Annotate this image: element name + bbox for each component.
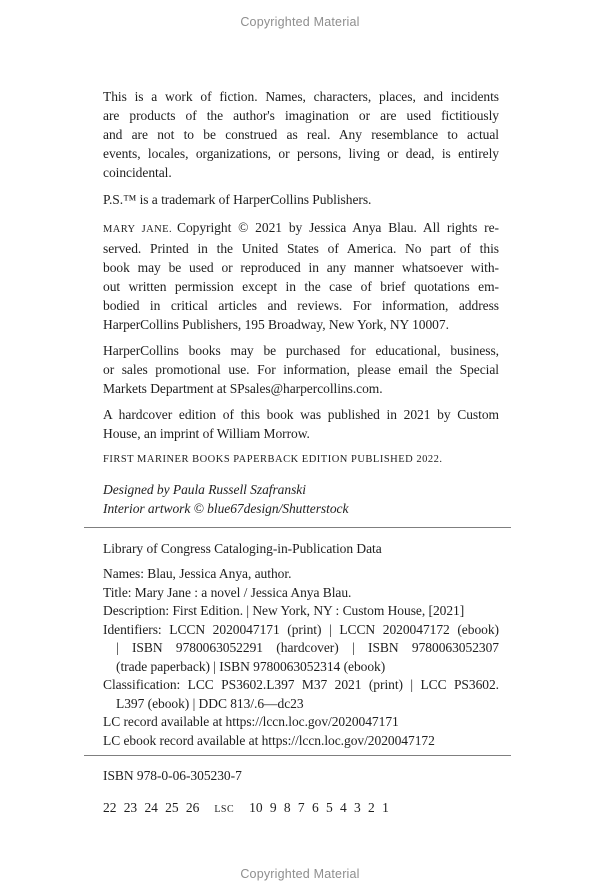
text-line: HarperCollins books may be purchased for educational, business, bbox=[103, 343, 499, 358]
text-line: FIRST MARINER BOOKS PAPERBACK EDITION PUBLISHED 2022. bbox=[103, 454, 443, 465]
cip-data-block bbox=[103, 565, 499, 750]
cip-line: | ISBN 9780063052291 (hardcover) | ISBN 9780063052307 bbox=[116, 640, 499, 655]
cip-line: L397 (ebook) | DDC 813/.6—dc23 bbox=[116, 695, 304, 711]
designer-credit: Designed by Paula Russell Szafranski bbox=[103, 482, 306, 497]
imprint-section bbox=[103, 87, 499, 518]
text-line: bodied in critical articles and reviews. For information, address bbox=[103, 298, 499, 313]
text-line: events, locales, organizations, or persons, living or dead, is entirely bbox=[103, 146, 499, 161]
text-line: House, an imprint of William Morrow. bbox=[103, 426, 310, 441]
artwork-credit: Interior artwork © blue67design/Shutterstock bbox=[103, 501, 349, 516]
text-line: HarperCollins Publishers, 195 Broadway, New York, NY 10007. bbox=[103, 317, 449, 332]
text-line: Markets Department at SPsales@harpercollins.com. bbox=[103, 381, 383, 396]
text-line: out written permission except in the case of brief quotations em- bbox=[103, 279, 499, 294]
text-line: served. Printed in the United States of America. No part of this bbox=[103, 241, 499, 256]
text-line bbox=[103, 218, 499, 239]
text-line: are products of the author's imagination or are used fictitiously bbox=[103, 108, 499, 123]
cip-line: Title: Mary Jane : a novel / Jessica Anya Blau. bbox=[103, 584, 352, 600]
fiction-disclaimer bbox=[103, 87, 499, 182]
hardcover-edition-note bbox=[103, 405, 499, 443]
divider-rule-lower bbox=[84, 755, 511, 756]
text-line: or sales promotional use. For information, please email the Special bbox=[103, 362, 499, 377]
text-line: book may be used or reproduced in any manner whatsoever with- bbox=[103, 260, 499, 275]
design-credits bbox=[103, 480, 499, 518]
text-line: and are not to be construed as real. Any resemblance to actual bbox=[103, 127, 499, 142]
print-run-numbers: 10 9 8 7 6 5 4 3 2 1 bbox=[249, 800, 389, 815]
isbn-section bbox=[103, 766, 499, 819]
text-line: A hardcover edition of this book was published in 2021 by Custom bbox=[103, 407, 499, 422]
book-title-smallcaps: MARY JANE. bbox=[103, 224, 172, 235]
cip-line: Identifiers: LCCN 2020047171 (print) | LCCN 2020047172 (ebook) bbox=[103, 621, 499, 637]
copyrighted-material-notice-bottom: Copyrighted Material bbox=[240, 867, 360, 881]
copyrighted-material-notice-top: Copyrighted Material bbox=[240, 15, 360, 29]
printer-key-line bbox=[103, 798, 499, 819]
isbn-line: ISBN 978-0-06-305230-7 bbox=[103, 768, 242, 783]
text-line: P.S.™ is a trademark of HarperCollins Publishers. bbox=[103, 192, 372, 207]
special-markets-info bbox=[103, 341, 499, 398]
cip-line: Description: First Edition. | New York, NY : Custom House, [2021] bbox=[103, 603, 465, 618]
cip-line: (trade paperback) | ISBN 9780063052314 (ebook) bbox=[116, 658, 386, 674]
cip-line: Classification: LCC PS3602.L397 M37 2021 (print) | LCC PS3602. bbox=[103, 677, 499, 692]
cip-heading: Library of Congress Cataloging-in-Publication Data bbox=[103, 541, 382, 556]
cip-line: LC ebook record available at https://lccn.loc.gov/2020047172 bbox=[103, 732, 435, 748]
text-line: This is a work of fiction. Names, characters, places, and incidents bbox=[103, 89, 499, 104]
copyright-line-rest: Copyright © 2021 by Jessica Anya Blau. All rights re- bbox=[176, 220, 499, 235]
print-years: 22 23 24 25 26 bbox=[103, 800, 200, 815]
cataloging-section bbox=[103, 539, 499, 750]
edition-notice bbox=[103, 452, 499, 471]
cip-line: LC record available at https://lccn.loc.gov/2020047171 bbox=[103, 714, 399, 729]
copyright-notice bbox=[103, 218, 499, 334]
printer-code: LSC bbox=[214, 804, 235, 815]
cip-line: Names: Blau, Jessica Anya, author. bbox=[103, 566, 292, 581]
divider-rule-upper bbox=[84, 527, 511, 528]
text-line: coincidental. bbox=[103, 165, 172, 180]
trademark-notice bbox=[103, 190, 499, 209]
